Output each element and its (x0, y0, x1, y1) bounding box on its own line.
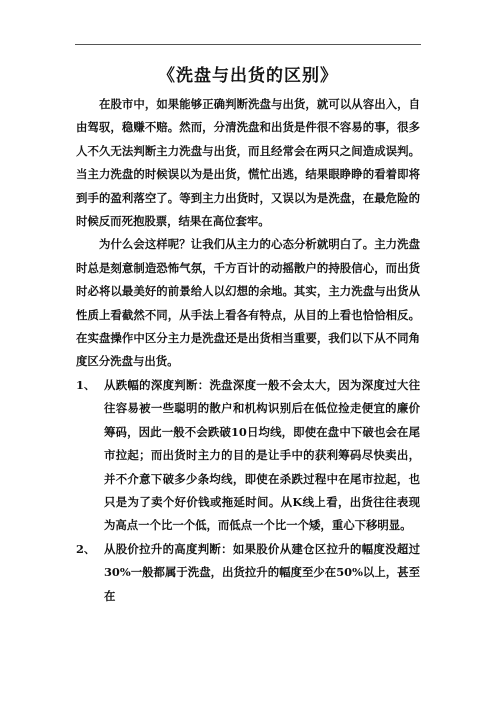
header-rule (75, 44, 421, 45)
list-item-number: 2、 (76, 541, 96, 556)
paragraph-analysis: 为什么会这样呢？让我们从主力的心态分析就明白了。主力洗盘时总是刻意制造恐怖气氛，千方百计的动摇散户的持股信心，而出货时必将以最美好的前景给人以幻想的余地。其实，主力洗盘与出货从性质上看截然不同，从手法上看各有特点，从目的上看也恰恰相反。在实盘操作中区分主力是洗盘还是出货相当重要，我们以下从不同角度区分洗盘与出货。 (76, 237, 420, 369)
list-item-heading: 从股价拉升的高度判断： (104, 541, 233, 556)
list-item (76, 374, 420, 538)
list-item-text: 洗盘深度一般不会太大，因为深度过大往往容易被一些聪明的散户和机构识别后在低位捡走便宜的廉价筹码，因此一般不会跌破10日均线，即使在盘中下破也会在尾市拉起；而出货时主力的目的是让手中的获利筹码尽快卖出，并不介意下破多少条均线，即使在杀跌过程中在尾市拉起，也只是为了卖个好价钱或拖延时间。从K线上看，出货往往表现为高点一个比一个低，而低点一个比一个矮，重心下移明显。 (104, 377, 420, 533)
list-item-number: 1、 (76, 377, 96, 392)
document-body (76, 93, 420, 608)
list-item-heading: 从跌幅的深度判断： (104, 377, 210, 392)
list-item (76, 538, 420, 608)
page-title: 《洗盘与出货的区别》 (158, 66, 338, 86)
list-item-text: 如果股价从建仓区拉升的幅度没超过30%一般都属于洗盘，出货拉升的幅度至少在50%以上，甚至在 (104, 541, 420, 603)
paragraph-intro: 在股市中，如果能够正确判断洗盘与出货，就可以从容出入，自由驾驭，稳赚不赔。然而，分清洗盘和出货是件很不容易的事，很多人不久无法判断主力洗盘与出货，而且经常会在两只之间造成误判。当主力洗盘的时候误以为是出货，慌忙出逃，结果眼睁睁的看着即将到手的盈利落空了。等到主力出货时，又误以为是洗盘，在最危险的时候反而死抱股票，结果在高位套牢。 (76, 97, 420, 229)
